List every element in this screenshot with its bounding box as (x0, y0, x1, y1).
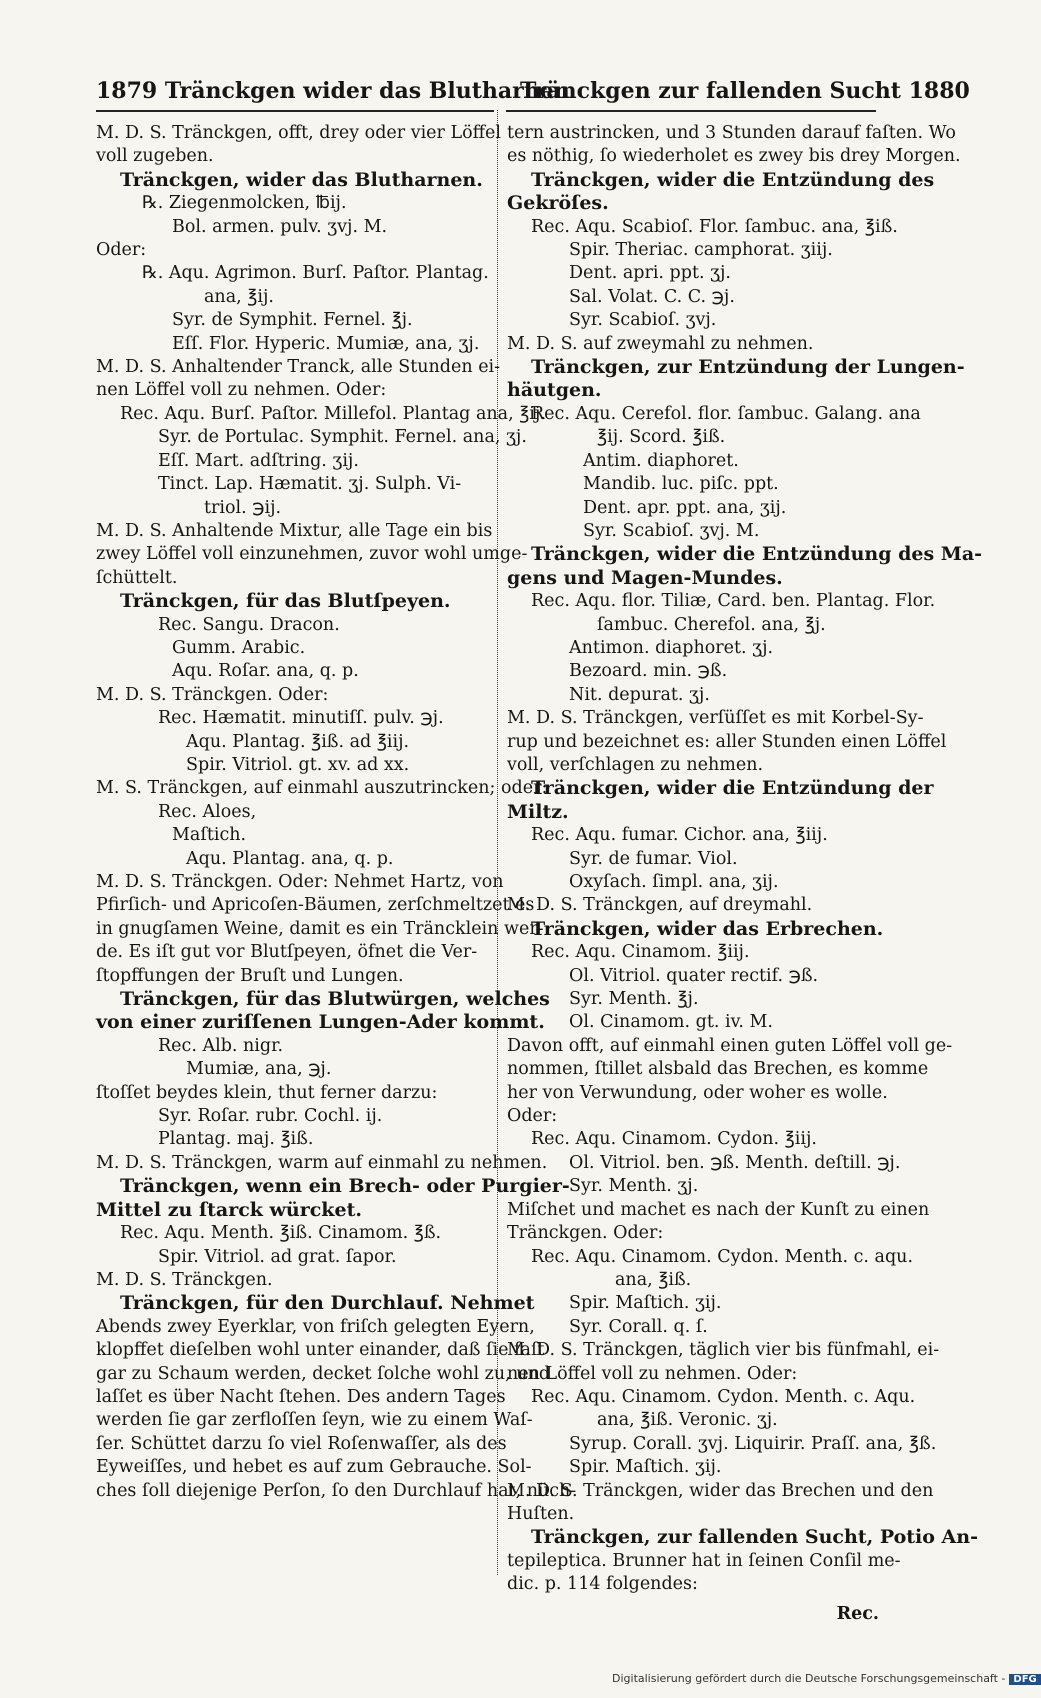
text-line: Davon offt, auf einmahl einen guten Löffel voll ge- (507, 1035, 953, 1056)
text-line: M. D. S. Tränckgen. Oder: (96, 684, 329, 705)
text-line: M. D. S. Tränckgen, warm auf einmahl zu nehmen. (96, 1152, 548, 1173)
text-line: ſchüttelt. (96, 567, 178, 588)
text-line: Dent. apri. ppt. ʒj. (569, 263, 731, 284)
text-line: Syr. de Symphit. Fernel. ℥j. (172, 310, 413, 331)
text-line: Rec. Aqu. Cinamom. Cydon. ℥iij. (531, 1129, 817, 1150)
text-line: Tinct. Lap. Hæmatit. ʒj. Sulph. Vi- (158, 474, 462, 495)
text-line: Syr. Scabioſ. ʒvj. M. (583, 520, 760, 541)
text-line: Spir. Theriac. camphorat. ʒiij. (569, 240, 833, 261)
section-heading: Miltz. (507, 800, 569, 823)
text-line: nen Löffel voll zu nehmen. Oder: (96, 380, 387, 401)
text-line: Rec. Aqu. Burſ. Paſtor. Millefol. Plantag ana, ℥ij. (120, 403, 546, 424)
text-line: Bol. armen. pulv. ʒvj. M. (172, 216, 388, 237)
text-line: werden ſie gar zerfloſſen ſeyn, wie zu einem Waſ- (96, 1410, 533, 1431)
text-line: ana, ℥iß. Veronic. ʒj. (597, 1410, 778, 1431)
text-line: ana, ℥ij. (204, 286, 274, 307)
text-line: ℞. Aqu. Agrimon. Burſ. Paſtor. Plantag. (142, 263, 489, 284)
text-line: M. D. S. Anhaltender Tranck, alle Stunden ei- (96, 357, 501, 378)
text-line: Oder: (507, 1106, 558, 1127)
section-heading: Tränckgen, zur fallenden Sucht, Potio An- (531, 1526, 978, 1549)
text-line: ana, ℥iß. (615, 1269, 692, 1290)
text-line: Eyweiſſes, und hebet es auf zum Gebrauche. Sol- (96, 1457, 532, 1478)
text-line: Oxyſach. ſimpl. ana, ʒij. (569, 872, 779, 892)
text-line: ℥ij. Scord. ℥iß. (597, 427, 726, 448)
text-line: Rec. Aqu. Cerefol. flor. ſambuc. Galang. ana (531, 403, 921, 424)
section-heading: Tränckgen, wider die Entzündung des (531, 168, 935, 191)
text-line: nen Löffel voll zu nehmen. Oder: (507, 1363, 798, 1384)
text-line: ſer. Schüttet darzu ſo viel Roſenwaſſer, als des (96, 1433, 507, 1454)
text-line: Rec. Aqu. fumar. Cichor. ana, ℥iij. (531, 825, 828, 846)
text-line: Spir. Maſtich. ʒij. (569, 1293, 722, 1314)
text-line: Spir. Vitriol. gt. xv. ad xx. (186, 754, 410, 775)
section-heading: Tränckgen, für das Blutwürgen, welches (120, 988, 550, 1011)
text-line: Syr. Corall. q. ſ. (569, 1316, 708, 1337)
text-line: Rec. Aqu. Cinamom. Cydon. Menth. c. Aqu. (531, 1386, 916, 1407)
text-line: Gumm. Arabic. (172, 637, 306, 658)
section-heading: Tränckgen, zur Entzündung der Lungen- (531, 356, 965, 379)
text-line: Bezoard. min. ℈ß. (569, 661, 728, 682)
header-left: 1879 Tränckgen wider das Blutharnen (96, 78, 570, 104)
text-line: Abends zwey Eyerklar, von friſch gelegten Eyern, (96, 1316, 535, 1337)
header-rule-right (506, 110, 876, 112)
footer-text: Digitalisierung gefördert durch die Deutsche Forschungsgemeinschaft - (612, 1672, 1006, 1685)
text-line: Rec. Sangu. Dracon. (158, 614, 340, 635)
text-line: Syr. de fumar. Viol. (569, 848, 738, 869)
section-heading: häutgen. (507, 379, 602, 402)
text-line: Rec. Aqu. Menth. ℥iß. Cinamom. ℥ß. (120, 1223, 442, 1244)
section-heading: Tränckgen, wenn ein Brech- oder Purgier- (120, 1175, 570, 1198)
text-line: M. S. Tränckgen, auf einmahl auszutrincken; oder: (96, 778, 548, 799)
text-line: Plantag. maj. ℥iß. (158, 1129, 314, 1150)
text-line: triol. ℈ij. (204, 497, 282, 518)
text-line: tern austrincken, und 3 Stunden darauf faſten. Wo (507, 123, 956, 143)
section-heading: Tränckgen, wider die Entzündung des Ma- (531, 543, 983, 566)
text-line: Eſſ. Mart. adſtring. ʒij. (158, 450, 359, 471)
text-line: ℞. Ziegenmolcken, ℔ij. (142, 193, 347, 214)
header-right: Tränckgen zur fallenden Sucht 1880 (520, 78, 970, 104)
text-line: Miſchet und machet es nach der Kunſt zu einen (507, 1199, 930, 1220)
text-line: Rec. Hæmatit. minutiſſ. pulv. ℈j. (158, 708, 444, 729)
text-line: Dent. apr. ppt. ana, ʒij. (583, 497, 787, 518)
text-line: Mumiæ, ana, ℈j. (186, 1059, 332, 1080)
text-line: rup und bezeichnet es: aller Stunden einen Löffel (507, 731, 947, 752)
text-line: M. D. S. Tränckgen, offt, drey oder vier Löffel (96, 123, 502, 143)
text-line: Ol. Vitriol. ben. ℈ß. Menth. deſtill. ℈j. (569, 1152, 901, 1173)
dfg-logo: DFG (1009, 1674, 1040, 1685)
text-line: M. D. S. Tränckgen, täglich vier bis fünfmahl, ei- (507, 1340, 940, 1361)
text-line: Spir. Maſtich. ʒij. (569, 1457, 722, 1478)
text-line: Sal. Volat. C. C. ℈j. (569, 286, 735, 307)
text-line: M. D. S. Anhaltende Mixtur, alle Tage ein bis (96, 520, 493, 541)
text-line: Syrup. Corall. ʒvj. Liquirir. Praſſ. ana, ℥ß. (569, 1433, 937, 1454)
text-line: es nöthig, ſo wiederholet es zwey bis drey Morgen. (507, 146, 961, 167)
text-line: M. D. S. Tränckgen, wider das Brechen und den (507, 1480, 934, 1501)
text-line: voll zugeben. (96, 146, 214, 167)
text-line: Aqu. Plantag. ℥iß. ad ℥iij. (186, 731, 410, 752)
section-heading: Tränckgen, wider das Blutharnen. (120, 168, 483, 191)
text-line: Rec. Aloes, (158, 801, 257, 822)
text-line: Ol. Cinamom. gt. iv. M. (569, 1012, 773, 1033)
text-line: Ol. Vitriol. quater rectif. ℈ß. (569, 965, 819, 986)
text-line: Antim. diaphoret. (583, 450, 739, 471)
text-line: ſambuc. Cherefol. ana, ℥j. (597, 614, 826, 635)
section-heading: Gekröſes. (507, 192, 609, 215)
text-line: Spir. Vitriol. ad grat. ſapor. (158, 1246, 397, 1267)
text-line: Rec. Aqu. flor. Tiliæ, Card. ben. Plantag. Flor. (531, 591, 936, 612)
text-line: gar zu Schaum werden, decket ſolche wohl zu, und (96, 1363, 551, 1384)
text-line: in gnugſamen Weine, damit es ein Träncklein wer- (96, 918, 544, 939)
text-line: her von Verwundung, oder woher es wolle. (507, 1082, 888, 1103)
text-line: Aqu. Roſar. ana, q. p. (172, 661, 359, 682)
text-line: dic. p. 114 folgendes: (507, 1574, 698, 1595)
text-line: laſſet es über Nacht ſtehen. Des andern Tages (96, 1386, 506, 1407)
section-heading: von einer zuriſſenen Lungen-Ader kommt. (96, 1011, 545, 1034)
text-line: Syr. Roſar. rubr. Cochl. ij. (158, 1106, 383, 1127)
text-line: Rec. Aqu. Cinamom. Cydon. Menth. c. aqu. (531, 1246, 914, 1267)
text-line: Antimon. diaphoret. ʒj. (569, 637, 774, 658)
text-line: ſtopffungen der Bruſt und Lungen. (96, 965, 404, 986)
text-line: M. D. S. Tränckgen. Oder: Nehmet Hartz, von (96, 872, 504, 892)
section-heading: Tränckgen, für das Blutſpeyen. (120, 590, 451, 613)
footer (612, 1672, 1037, 1692)
text-line: Syr. Menth. ʒj. (569, 1176, 699, 1197)
section-heading: Tränckgen, wider das Erbrechen. (531, 917, 884, 940)
text-line: Oder: (96, 240, 147, 261)
text-line: Pfirſich- und Apricoſen-Bäumen, zerſchmeltzet es (96, 895, 535, 916)
text-line: Nit. depurat. ʒj. (569, 684, 710, 705)
text-line: Mandib. luc. piſc. ppt. (583, 474, 779, 495)
text-line: zwey Löffel voll einzunehmen, zuvor wohl umge- (96, 544, 528, 565)
text-line: Syr. Menth. ℥j. (569, 989, 699, 1010)
section-heading: gens und Magen-Mundes. (507, 566, 783, 589)
text-line: Eſſ. Flor. Hyperic. Mumiæ, ana, ʒj. (172, 333, 480, 354)
text-line: M. D. S. auf zweymahl zu nehmen. (507, 333, 814, 354)
catchword: Rec. (836, 1603, 879, 1624)
text-line: M. D. S. Tränckgen. (96, 1269, 273, 1290)
section-heading: Tränckgen, wider die Entzündung der (531, 777, 934, 800)
text-line: Huſten. (507, 1503, 575, 1524)
text-line: de. Es iſt gut vor Blutſpeyen, öfnet die Ver- (96, 942, 478, 963)
text-line: klopffet dieſelben wohl unter einander, daß ſie faſt (96, 1340, 545, 1361)
text-line: M. D. S. Tränckgen, auf dreymahl. (507, 895, 813, 916)
text-line: Syr. de Portulac. Symphit. Fernel. ana, ʒj. (158, 427, 527, 448)
text-line: voll, verſchlagen zu nehmen. (507, 754, 764, 775)
text-line: tepileptica. Brunner hat in ſeinen Conſil me- (507, 1550, 901, 1571)
header-rule-left (96, 110, 494, 112)
text-line: Rec. Aqu. Cinamom. ℥iij. (531, 942, 750, 963)
text-line: Maſtich. (172, 825, 247, 846)
text-line: nommen, ſtillet alsbald das Brechen, es komme (507, 1059, 929, 1080)
text-line: ches ſoll diejenige Perſon, ſo den Durchlauf hat, nüch- (96, 1480, 577, 1501)
text-line: Rec. Aqu. Scabioſ. Flor. ſambuc. ana, ℥iß. (531, 216, 898, 237)
text-line: M. D. S. Tränckgen, verſüſſet es mit Korbel-Sy- (507, 708, 924, 729)
running-header (0, 70, 1000, 110)
text-line: Syr. Scabioſ. ʒvj. (569, 310, 717, 331)
text-line: Rec. Alb. nigr. (158, 1035, 284, 1056)
section-heading: Mittel zu ſtarck würcket. (96, 1198, 362, 1221)
section-heading: Tränckgen, für den Durchlauf. Nehmet (120, 1292, 535, 1315)
text-line: Tränckgen. Oder: (507, 1223, 664, 1244)
right-column (507, 122, 983, 1626)
text-line: ſtoſſet beydes klein, thut ferner darzu: (96, 1082, 438, 1103)
text-line: Aqu. Plantag. ana, q. p. (186, 848, 394, 869)
